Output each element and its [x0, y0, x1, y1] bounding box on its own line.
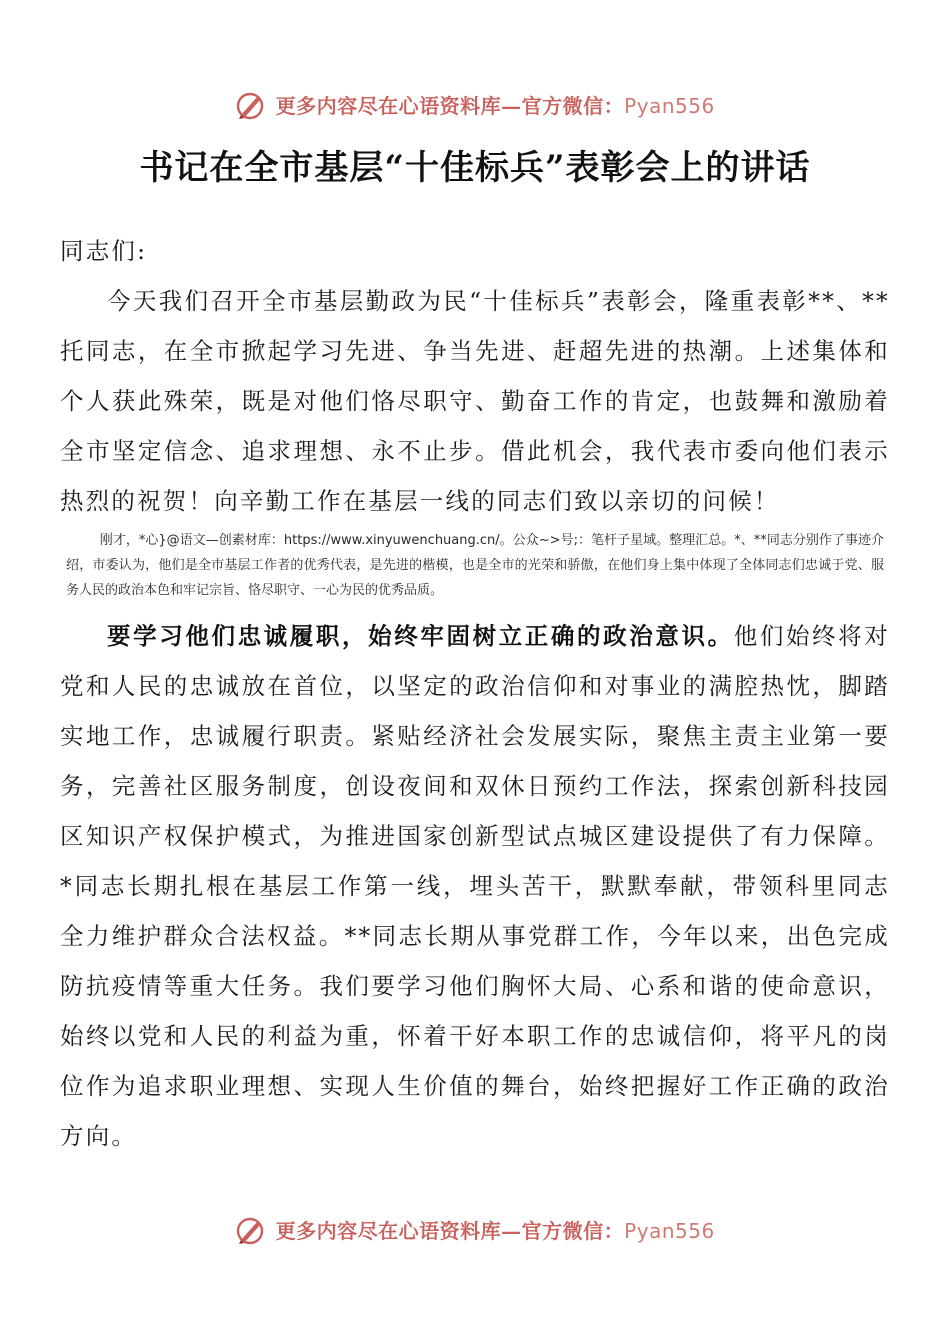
watermark-text: 更多内容尽在心语资料库—官方微信：Pyan556 — [275, 1218, 715, 1243]
watermark-text: 更多内容尽在心语资料库—官方微信：Pyan556 — [275, 93, 715, 118]
paragraph-heading: 要学习他们忠诚履职，始终牢固树立正确的政治意识。 — [107, 622, 734, 650]
watermark-footer — [0, 1215, 950, 1246]
pen-logo-icon — [235, 91, 265, 121]
watermark-wechat-id: Pyan556 — [624, 93, 715, 118]
paragraph-intro: 今天我们召开全市基层勤政为民“十佳标兵”表彰会，隆重表彰**、**托同志，在全市掀起学习先进、争当先进、赶超先进的热潮。上述集体和个人获此殊荣，既是对他们恪尽职守、勤奋工作的肯定，也鼓舞和激励着全市坚定信念、追求理想、永不止步。借此机会，我代表市委向他们表示热烈的祝贺！向辛勤工作在基层一线的同志们致以亲切的问候！ — [60, 287, 890, 515]
inserted-note: 刚才，*心}@语文—创素材库：https://www.xinyuwenchuang.cn/。公众~>号;：笔杆子星域。整理汇总。*、**同志分别作了事迹介绍，市委认为，他们是全市基层工作者的优秀代表，是先进的楷模，也是全市的光荣和骄傲，在他们身上集中体现了全体同志们忠诚于党、服务人民的政治本色和牢记宗旨、恪尽职守、一心为民的优秀品质。 — [66, 533, 884, 598]
salutation: 同志们: — [60, 237, 148, 265]
paragraph-body: 他们始终将对党和人民的忠诚放在首位，以坚定的政治信仰和对事业的满腔热忱，脚踏实地工作，忠诚履行职责。紧贴经济社会发展实际，聚焦主责主业第一要务，完善社区服务制度，创设夜间和双休日预约工作法，探索创新科技园区知识产权保护模式，为推进国家创新型试点城区建设提供了有力保障。*同志长期扎根在基层工作第一线，埋头苦干，默默奉献，带领科里同志全力维护群众合法权益。**同志长期从事党群工作，今年以来，出色完成防抗疫情等重大任务。我们要学习他们胸怀大局、心系和谐的使命意识，始终以党和人民的利益为重，怀着干好本职工作的忠诚信仰，将平凡的岗位作为追求职业理想、实现人生价值的舞台，始终把握好工作正确的政治方向。 — [60, 622, 890, 1150]
watermark-header — [0, 90, 950, 121]
pen-logo-icon — [235, 1216, 265, 1246]
document-title: 书记在全市基层“十佳标兵”表彰会上的讲话 — [139, 148, 811, 188]
watermark-wechat-id: Pyan556 — [624, 1218, 715, 1243]
paragraph-learn-loyalty — [60, 611, 890, 1161]
document-body — [60, 226, 890, 1161]
